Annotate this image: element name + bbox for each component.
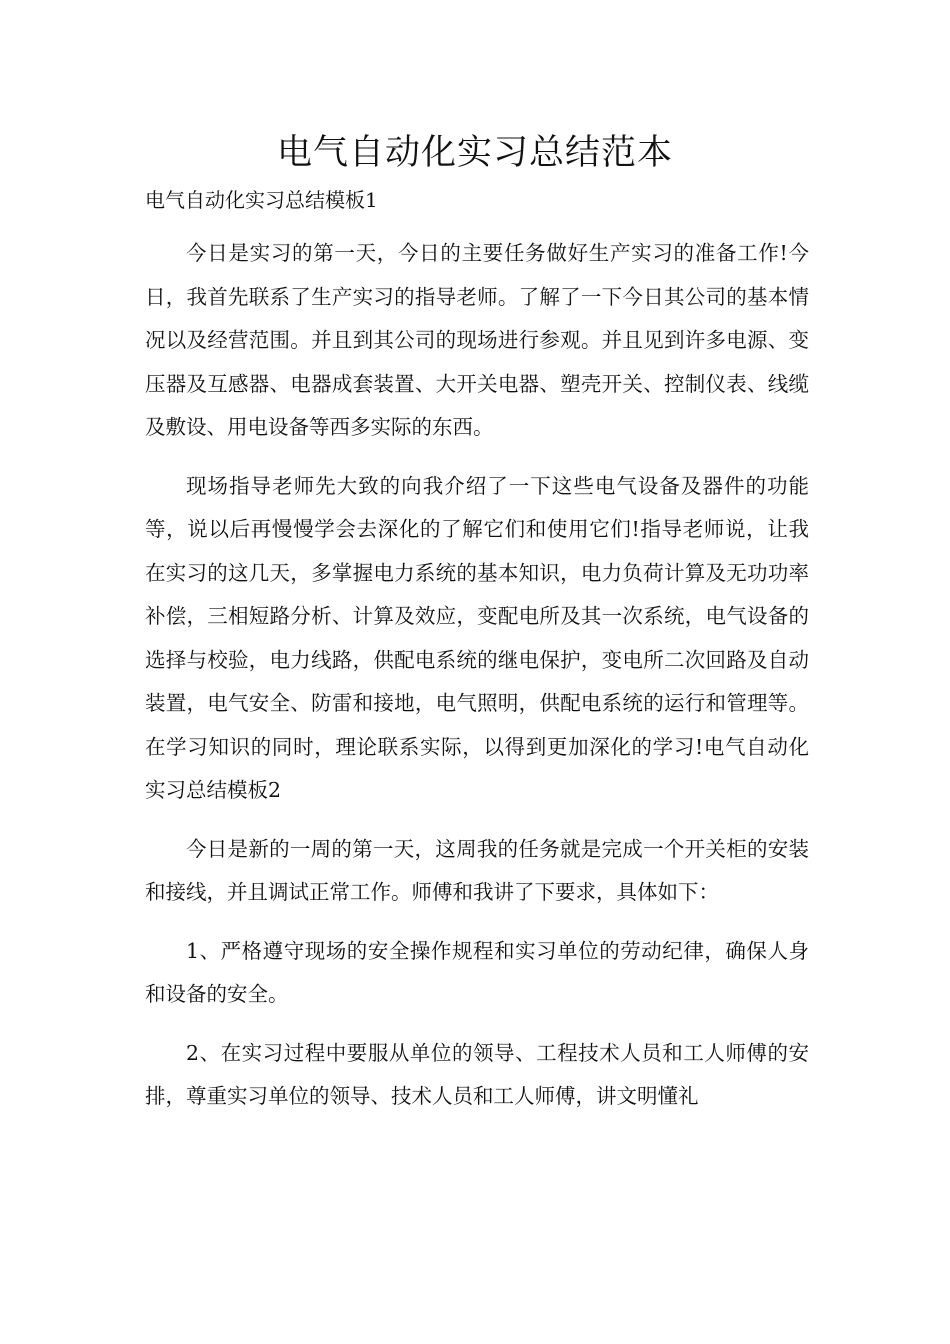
document-subtitle: 电气自动化实习总结模板1 [145, 188, 378, 212]
document-body [145, 232, 809, 1134]
paragraph-2: 现场指导老师先大致的向我介绍了一下这些电气设备及器件的功能等，说以后再慢慢学会去深化的了解它们和使用它们!指导老师说，让我在实习的这几天，多掌握电力系统的基本知识，电力负荷计算及无功功率补偿，三相短路分析、计算及效应，变配电所及其一次系统，电气设备的选择与校验，电力线路，供配电系统的继电保护，变电所二次回路及自动装置，电气安全、防雷和接地，电气照明，供配电系统的运行和管理等。在学习知识的同时，理论联系实际，以得到更加深化的学习!电气自动化实习总结模板2 [145, 473, 809, 802]
paragraph-3: 今日是新的一周的第一天，这周我的任务就是完成一个开关柜的安装和接线，并且调试正常工作。师傅和我讲了下要求，具体如下： [145, 836, 809, 904]
paragraph-4: 1、严格遵守现场的安全操作规程和实习单位的劳动纪律，确保人身和设备的安全。 [145, 938, 809, 1006]
paragraph-1: 今日是实习的第一天，今日的主要任务做好生产实习的准备工作!今日，我首先联系了生产实习的指导老师。了解了一下今日其公司的基本情况以及经营范围。并且到其公司的现场进行参观。并且见到许多电源、变压器及互感器、电器成套装置、大开关电器、塑壳开关、控制仪表、线缆及敷设、用电设备等西多实际的东西。 [145, 241, 809, 439]
document-title: 电气自动化实习总结范本 [276, 133, 673, 173]
paragraph-5: 2、在实习过程中要服从单位的领导、工程技术人员和工人师傅的安排，尊重实习单位的领导、技术人员和工人师傅，讲文明懂礼 [145, 1040, 809, 1108]
